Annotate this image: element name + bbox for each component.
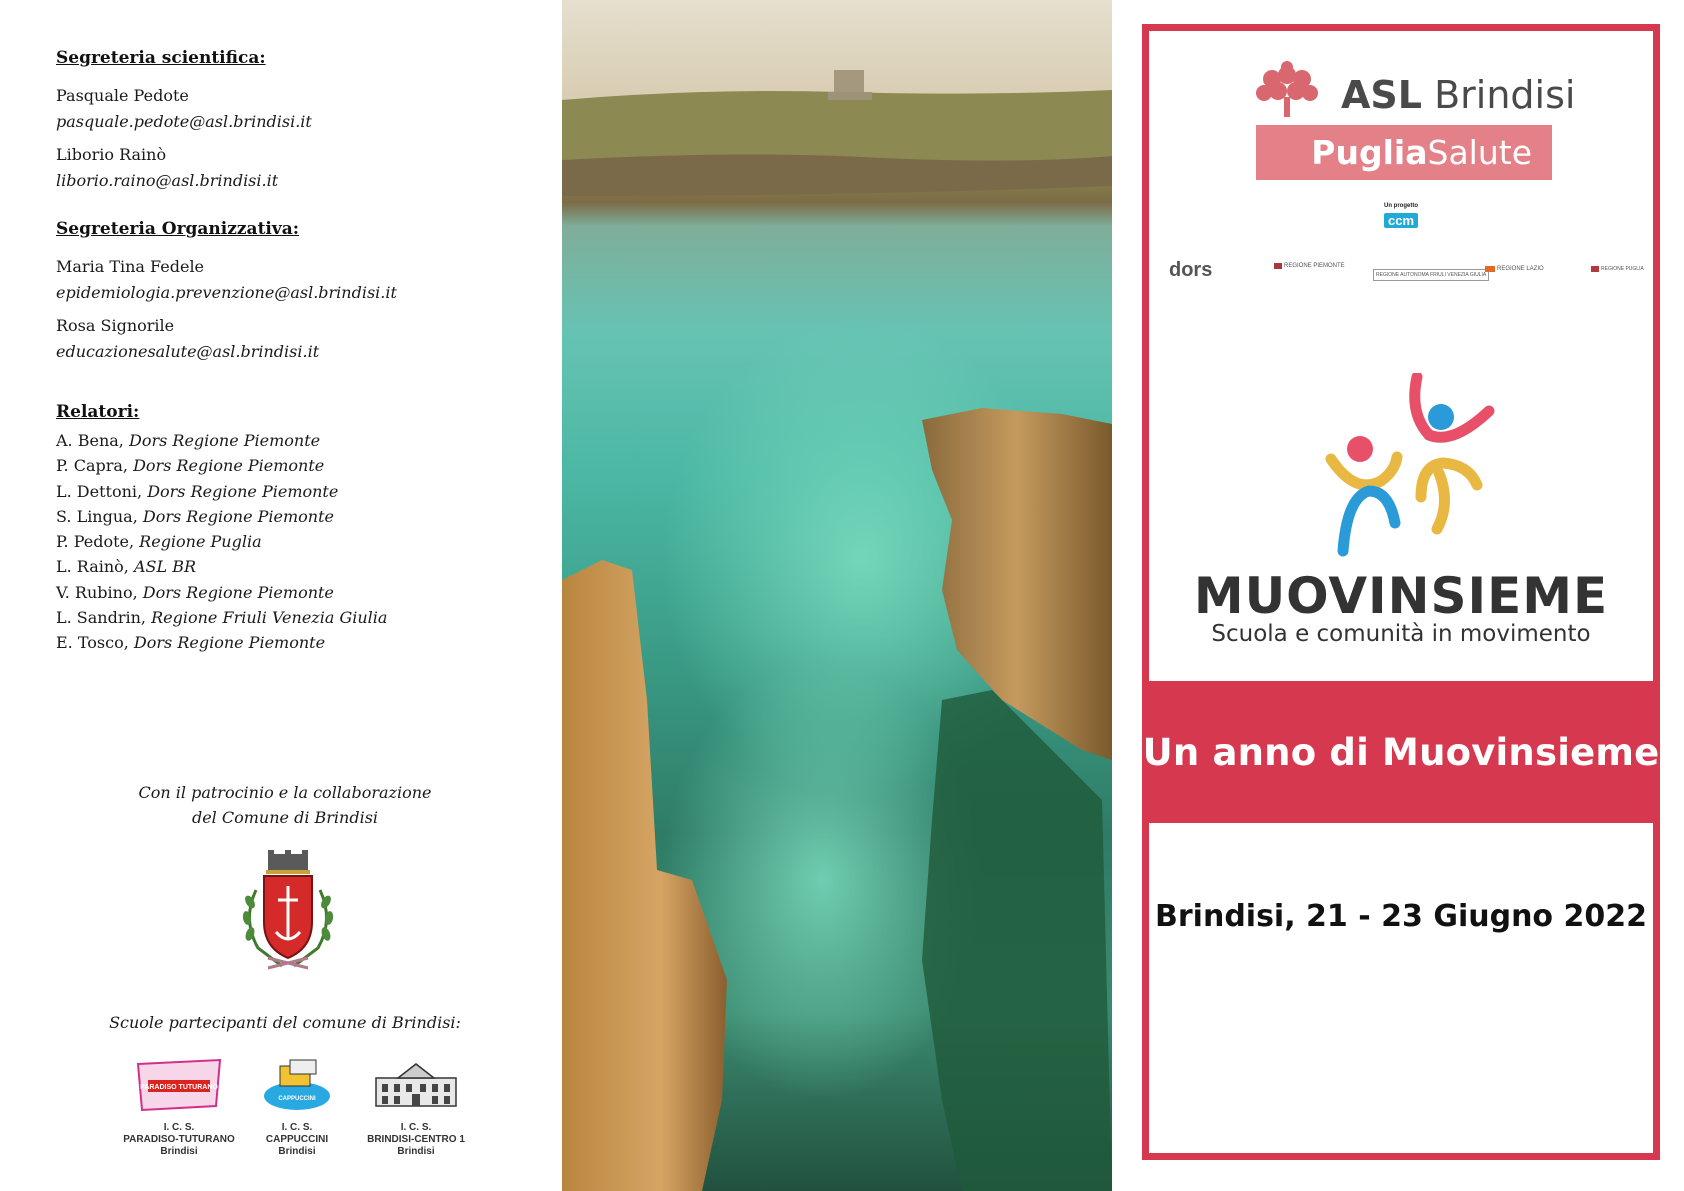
scientific-name-1: Pasquale Pedote — [56, 86, 189, 105]
title-band — [1142, 681, 1660, 823]
organizing-secretariat-title: Segreteria Organizzativa: — [56, 219, 300, 239]
organizing-email-2[interactable]: educazionesalute@asl.brindisi.it — [56, 342, 320, 361]
cover-panel — [1142, 24, 1660, 1160]
event-date: Brindisi, 21 - 23 Giugno 2022 — [1155, 899, 1647, 934]
speaker-item: S. Lingua, Dors Regione Piemonte — [56, 506, 335, 526]
brindisi-crest-icon — [238, 850, 338, 978]
organizing-email-1[interactable]: epidemiologia.prevenzione@asl.brindisi.it — [56, 283, 397, 302]
scientific-email-2[interactable]: liborio.raino@asl.brindisi.it — [56, 171, 279, 190]
coastline-photo — [562, 0, 1112, 1191]
school-brindisi-centro: I. C. S. BRINDISI-CENTRO 1 Brindisi — [356, 1058, 476, 1158]
school-paradiso-logo-icon — [132, 1058, 226, 1114]
puglia-salute-banner: PugliaSalute — [1256, 125, 1552, 180]
patronage-line-1: Con il patrocinio e la collaborazione — [138, 783, 432, 802]
coastline-photo-image — [562, 0, 1112, 1191]
svg-text:CAPPUCCINI: CAPPUCCINI — [278, 1096, 316, 1102]
speakers-list — [56, 428, 387, 656]
event-title: Un anno di Muovinsieme — [1142, 730, 1660, 774]
project-subtitle: Scuola e comunità in movimento — [1211, 621, 1591, 647]
speakers-title: Relatori: — [56, 402, 140, 422]
project-title: MUOVINSIEME — [1193, 567, 1609, 625]
speaker-item: P. Capra, Dors Regione Piemonte — [56, 456, 325, 476]
patronage-line-2: del Comune di Brindisi — [191, 808, 379, 827]
school-cappuccini: CAPPUCCINI I. C. S. CAPPUCCINI Brindisi — [252, 1058, 342, 1158]
left-panel — [0, 0, 562, 1191]
scientific-email-1[interactable]: pasquale.pedote@asl.brindisi.it — [56, 112, 312, 131]
speaker-item: P. Pedote, Regione Puglia — [56, 532, 262, 552]
speaker-item: A. Bena, Dors Regione Piemonte — [56, 431, 321, 450]
organizing-name-2: Rosa Signorile — [56, 316, 175, 335]
partner-puglia-logo: REGIONE PUGLIA — [1591, 266, 1644, 272]
scientific-secretariat-title: Segreteria scientifica: — [56, 48, 266, 68]
partner-lazio-logo: REGIONE LAZIO — [1485, 266, 1544, 272]
speaker-item: L. Sandrin, Regione Friuli Venezia Giulia — [56, 608, 388, 628]
speaker-item: L. Dettoni, Dors Regione Piemonte — [56, 481, 339, 501]
scientific-name-2: Liborio Rainò — [56, 145, 167, 164]
organizing-name-1: Maria Tina Fedele — [56, 257, 205, 276]
muovinsieme-figures-icon — [1325, 373, 1505, 563]
school-building-logo-icon — [368, 1058, 464, 1114]
speaker-item: L. Rainò, ASL BR — [56, 557, 197, 577]
partner-dors-logo: dors — [1169, 259, 1213, 281]
speaker-item: E. Tosco, Dors Regione Piemonte — [56, 633, 326, 653]
asl-brindisi-name: ASL Brindisi — [1341, 73, 1576, 117]
school-paradiso-tuturano: PARADISO TUTURANO I. C. S. PARADISO-TUTURANO Brindisi — [114, 1058, 244, 1158]
asl-tree-logo-icon — [1252, 59, 1322, 123]
speaker-item: V. Rubino, Dors Regione Piemonte — [56, 582, 334, 602]
svg-text:PARADISO TUTURANO: PARADISO TUTURANO — [140, 1084, 218, 1091]
schools-title: Scuole partecipanti del comune di Brindisi: — [109, 1013, 461, 1032]
school-cappuccini-logo-icon — [262, 1058, 332, 1114]
partner-friuli-logo: REGIONE AUTONOMA FRIULI VENEZIA GIULIA — [1373, 269, 1489, 281]
ccm-logo: Un progetto ccm — [1384, 203, 1418, 228]
partner-piemonte-logo: REGIONE PIEMONTE — [1274, 263, 1345, 269]
